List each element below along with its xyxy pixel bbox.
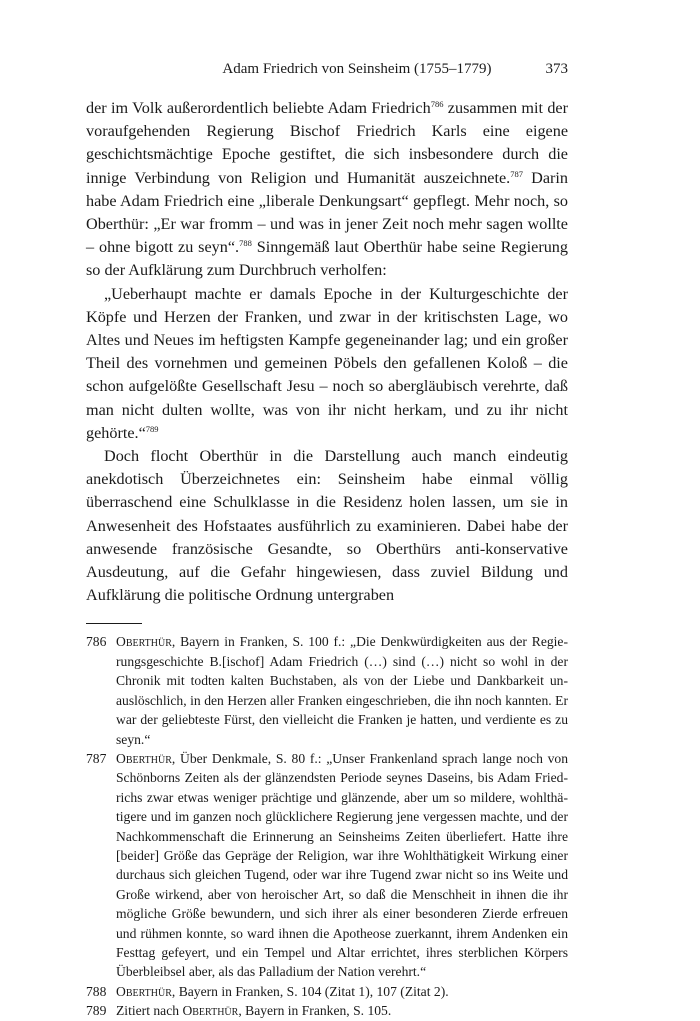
footnote-number: 787: [86, 750, 107, 766]
footnote-ref: 789: [145, 423, 159, 434]
paragraph: [86, 97, 568, 283]
footnote: [86, 1001, 568, 1020]
text-span: zusammen mit der voraufgehenden Regierung Bischof Friedrich Karls eine eigene geschichtsmächtige Epoche gestiftet, die sich insbesondere durch die innige Verbindung von Religion und Humanität auszeichnete.: [86, 99, 568, 187]
footnote-body: , Bayern in Franken, S. 104 (Zitat 1), 107 (Zitat 2).: [171, 983, 449, 999]
footnote-text: [116, 632, 568, 748]
quote-text: „Ueberhaupt machte er damals Epoche in der Kulturgeschichte der Köpfe und Herzen der Franken, und zwar in der kritischsten Lage, wo Altes und Neues im heftigsten Kampfe gegeneinander lag; und ein großer Theil des vornehmen und gemeinen Pöbels den gefallenen Koloß – die schon aufgelößte Gesellschaft Jesu – noch so abergläubisch verehrte, daß man nicht dulten wollte, was von ihr nicht herkam, und zu ihr nicht gehörte.“: [86, 284, 568, 442]
footnote-author: Oberthür: [116, 634, 172, 650]
text-span: Darin habe Adam Friedrich eine „liberale Denkungsart“ gepflegt. Mehr noch, so Oberthür: „Er war fromm – und was in jener Zeit noch mehr sagen wollte – ohne bigott zu seyn“.: [86, 168, 568, 257]
text-span: der im Volk außerordentlich beliebte Adam Friedrich: [86, 99, 431, 117]
footnote-author: Oberthür: [116, 750, 172, 766]
footnote-author: Oberthür: [182, 1003, 239, 1019]
footnotes: [86, 632, 568, 1020]
footnote-text: [116, 1001, 568, 1020]
footnote-ref: 787: [510, 168, 523, 179]
footnote-prefix: Zitiert nach: [116, 1003, 183, 1019]
footnote-body: , Bayern in Franken, S. 100 f.: „Die Denkwürdigkeiten aus der Regierungsgeschichte B.[ischof] Adam Friedrich (…) sind (…) nicht so wohl in der Chronik mit todten kalten Buchstaben, als von der Liebe und Dankbarkeit unauslöschlich, in den Herzen aller Franken eingeschrieben, die ihn noch kannten. Er war der geliebteste Fürst, den vielleicht die Franken je hatten, und verdiente es zu seyn.“: [116, 634, 568, 747]
page-header: [86, 58, 568, 80]
footnote-author: Oberthür: [116, 983, 172, 999]
running-title: Adam Friedrich von Seinsheim (1755–1779): [222, 61, 492, 77]
page-number: 373: [545, 61, 568, 77]
footnote-number: 788: [86, 983, 107, 999]
text-span: Sinngemäß laut Oberthür habe seine Regierung so der Aufklärung zum Durchbruch verholfen:: [86, 238, 568, 280]
footnote: [86, 982, 568, 1001]
footnote-ref: 786: [430, 99, 444, 109]
footnote-ref: 788: [239, 238, 252, 249]
footnote-text: [116, 749, 568, 982]
footnote: [86, 749, 568, 982]
book-page: [86, 58, 568, 1021]
footnote-number: 789: [86, 1003, 107, 1019]
paragraph: Doch flocht Oberthür in die Darstellung auch manch eindeutig anekdotisch Überzeichnetes ein: Seinsheim habe einmal völlig überraschend eine Schulklasse in die Residenz holen lassen, um sie in Anwesenheit des Hofstaates ausführlich zu examinieren. Dabei habe der anwesende französische Gesandte, so Oberthürs anti-konservative Ausdeutung, auf die Gefahr hingewiesen, dass zuviel Bildung und Aufklärung die politische Ordnung untergraben: [86, 447, 568, 605]
footnote: [86, 632, 568, 748]
footnote-number: 786: [86, 634, 107, 650]
block-quote: [86, 283, 568, 445]
footnote-text: [116, 982, 568, 1001]
footnote-body: , Über Denkmale, S. 80 f.: „Unser Frankenland sprach lange noch von Schönborns Zeiten als der glänzendsten Periode seynes Daseins, bis Adam Friedrichs zwar etwas weniger prächtige und glänzende, aber um so mildere, wohlthätigere und im ganzen noch glücklichere Regierung jene vergessen machte, und der Nachkommenschaft die Erinnerung an Seinsheims Zeiten überliefert. Hatte ihre [beider] Größe das Gepräge der Religion, war ihre Wohlthätigkeit Wirkung einer durchaus sich gleichen Tugend, oder war ihre Tugend zwar nicht so ins Weite und Große wirkend, aber von heroischer Art, so daß die Menschheit in ihnen die ihr mögliche Größe bewundern, und sich ihrer als einer besonderen Zierde erfreuen und rühmen konnte, so ward ihnen die Apotheose zuerkannt, ihrem Andenken ein Festtag gefeyert, und ein Tempel und Altar errichtet, ihres sterblichen Körpers Überbleibsel aber, als das Palladium der Nation verehrt.“: [116, 750, 568, 980]
footnote-body: , Bayern in Franken, S. 105.: [238, 1003, 392, 1019]
main-text: [86, 97, 568, 607]
footnote-separator: [86, 623, 142, 624]
